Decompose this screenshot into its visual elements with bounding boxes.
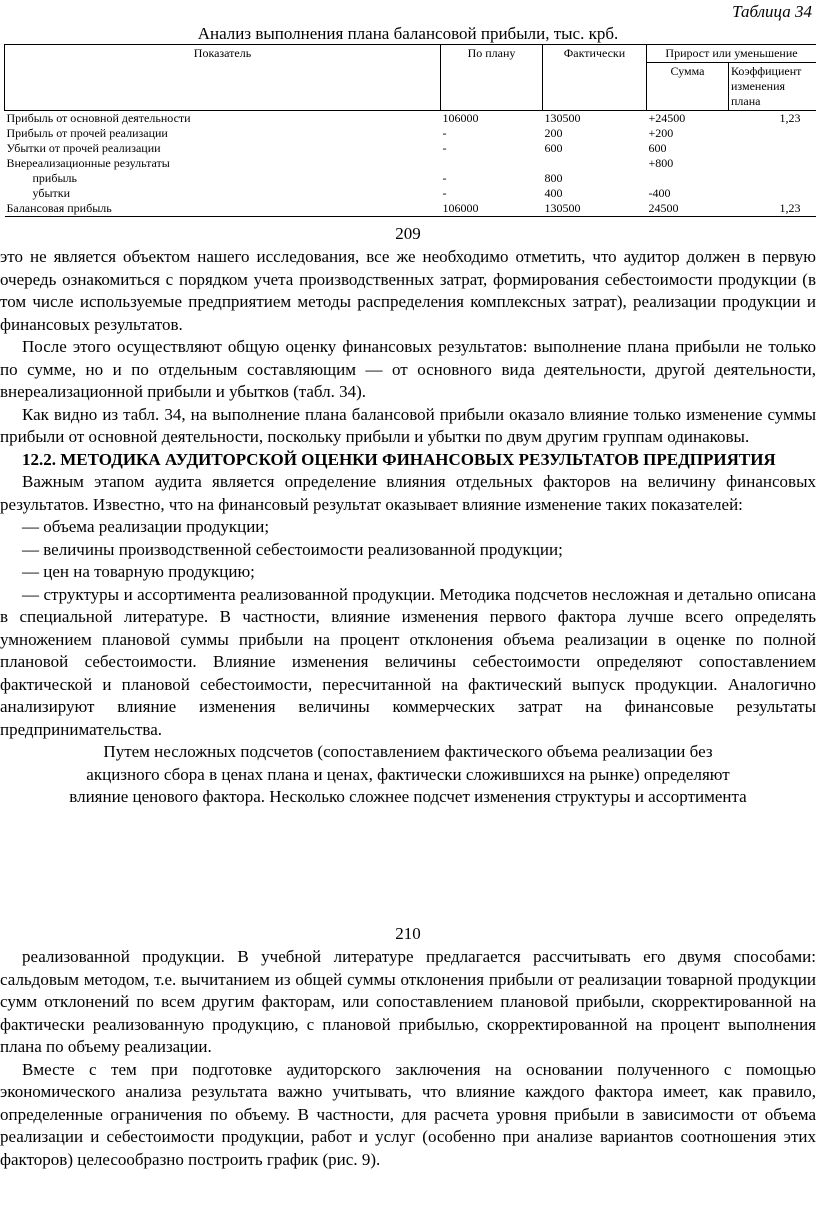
- table-row: [5, 201, 816, 217]
- cell-indicator: прибыль: [32, 171, 77, 185]
- table-row: [5, 156, 816, 171]
- cell-plan: -: [442, 126, 447, 140]
- cell-plan: -: [442, 171, 447, 185]
- cell-fact: 400: [544, 186, 563, 200]
- cell-coef: 1,23: [729, 201, 816, 217]
- table-body: [5, 111, 816, 217]
- cell-plan: 106000: [442, 111, 479, 125]
- table-header-row: [5, 45, 816, 63]
- cell-fact: 130500: [544, 111, 581, 125]
- text-block-2: [0, 946, 816, 1171]
- table-label: Таблица 34: [732, 2, 812, 21]
- header-coef: Коэффициент изменения плана: [729, 63, 816, 111]
- profit-analysis-table: [4, 44, 816, 217]
- cell-sum: 600: [648, 141, 667, 155]
- table-row: [5, 126, 816, 141]
- paragraph-6-line-3: влияние ценового фактора. Несколько сложнее подсчет изменения структуры и ассортимента: [69, 787, 747, 806]
- table-row: [5, 111, 816, 127]
- cell-sum: -400: [648, 186, 671, 200]
- paragraph-2: После этого осуществляют общую оценку финансовых результатов: выполнение плана прибыли не только по сумме, но и по отдельным составляющим — от основного вида деятельности, другой деятельности, внереализационной прибыли и убытков (табл. 34).: [0, 337, 816, 401]
- cell-indicator: убытки: [32, 186, 71, 200]
- list-item: — цен на товарную продукцию;: [22, 562, 255, 581]
- cell-coef: [729, 126, 816, 141]
- cell-sum: +200: [648, 126, 674, 140]
- cell-indicator: Прибыль от основной деятельности: [6, 111, 191, 125]
- cell-indicator: Балансовая прибыль: [5, 201, 441, 217]
- cell-coef: [729, 171, 816, 186]
- cell-sum: +800: [648, 156, 674, 170]
- page-number-210: 210: [395, 924, 421, 943]
- paragraph-5: — структуры и ассортимента реализованной продукции. Методика подсчетов несложная и детально описана в специальной литературе. В частности, влияние изменения первого фактора лучше всего определять умножением плановой суммы прибыли на процент отклонения объема реализации в оценке по полной плановой себестоимости. Влияние изменения величины себестоимости определяют сопоставлением фактической и плановой себестоимости, пересчитанной на фактический выпуск продукции. Аналогично анализируют влияние изменения величины коммерческих затрат на финансовые результаты предпринимательства.: [0, 584, 816, 739]
- paragraph-6-line-2: акцизного сбора в ценах плана и ценах, фактически сложившихся на рынке) определяют: [86, 764, 730, 784]
- cell-coef: [729, 141, 816, 156]
- cell-fact: 200: [544, 126, 563, 140]
- paragraph-3: Как видно из табл. 34, на выполнение плана балансовой прибыли оказало влияние только изменение суммы прибыли от основной деятельности, поскольку прибыли и убытки по двум другим группам одинаковы.: [0, 404, 816, 446]
- list-item: — объема реализации продукции;: [22, 517, 270, 536]
- cell-plan: -: [442, 186, 447, 200]
- paragraph-6-line-1: Путем несложных подсчетов (сопоставлением фактического объема реализации без: [103, 742, 713, 761]
- table-row: [5, 141, 816, 156]
- header-sum: Сумма: [647, 63, 729, 111]
- table-title: Анализ выполнения плана балансовой прибыли, тыс. крб.: [197, 24, 619, 43]
- cell-plan: 106000: [441, 201, 543, 217]
- cell-fact: [543, 156, 647, 171]
- list-item: — величины производственной себестоимости реализованной продукции;: [22, 539, 563, 559]
- section-heading: 12.2. МЕТОДИКА АУДИТОРСКОЙ ОЦЕНКИ ФИНАНСОВЫХ РЕЗУЛЬТАТОВ ПРЕДПРИЯТИЯ: [22, 449, 776, 469]
- cell-coef: [729, 156, 816, 171]
- cell-fact: 130500: [543, 201, 647, 217]
- cell-indicator: Прибыль от прочей реализации: [6, 126, 168, 140]
- header-indicator: Показатель: [5, 45, 441, 111]
- header-fact: Фактически: [543, 45, 647, 111]
- paragraph-4: Важным этапом аудита является определение влияния отдельных факторов на величину финансовых результатов. Известно, что на финансовый результат оказывает влияние изменение таких показателей:: [0, 472, 816, 514]
- page-number-209: 209: [395, 224, 421, 243]
- cell-plan: -: [442, 141, 447, 155]
- header-plan: По плану: [441, 45, 543, 111]
- cell-indicator: Внереализационные результаты: [6, 156, 170, 170]
- paragraph-8: Вместе с тем при подготовке аудиторского заключения на основании полученного с помощью экономического анализа результата важно учитывать, что влияние каждого фактора имеет, как правило, определенные ограничения по объему. В частности, для расчета уровня прибыли в зависимости от объема реализации и себестоимости продукции, работ и услуг (особенно при анализе вариантов соотношения этих факторов) целесообразно построить график (рис. 9).: [0, 1059, 816, 1169]
- cell-fact: 600: [544, 141, 563, 155]
- cell-indicator: Убытки от прочей реализации: [6, 141, 161, 155]
- cell-coef: [729, 186, 816, 201]
- cell-sum: [647, 171, 729, 186]
- table-row: [5, 171, 816, 186]
- cell-sum: +24500: [648, 111, 686, 125]
- paragraph-1: это не является объектом нашего исследования, все же необходимо отметить, что аудитор должен в первую очередь ознакомиться с порядком учета производственных затрат, формирования себестоимости продукции (в том числе используемые предприятием методы распределения комплексных затрат), реализации продукции и финансовых результатов.: [0, 247, 816, 334]
- paragraph-7: реализованной продукции. В учебной литературе предлагается рассчитывать его двумя способами: сальдовым методом, т.е. вычитанием из общей суммы отклонения прибыли от реализации товарной продукции сумм отклонений по всем другим факторам, или сопоставлением плановой прибыли, скорректированной на фактически реализованную продукцию, с плановой прибылью, скорректированной на процент выполнения плана по объему реализации.: [0, 947, 816, 1056]
- header-change: Прирост или уменьшение: [647, 45, 816, 63]
- cell-coef: 1,23: [779, 111, 801, 125]
- table-row: [5, 186, 816, 201]
- cell-sum: 24500: [647, 201, 729, 217]
- text-block-1: [0, 246, 816, 809]
- cell-plan: [441, 156, 543, 171]
- cell-fact: 800: [544, 171, 563, 185]
